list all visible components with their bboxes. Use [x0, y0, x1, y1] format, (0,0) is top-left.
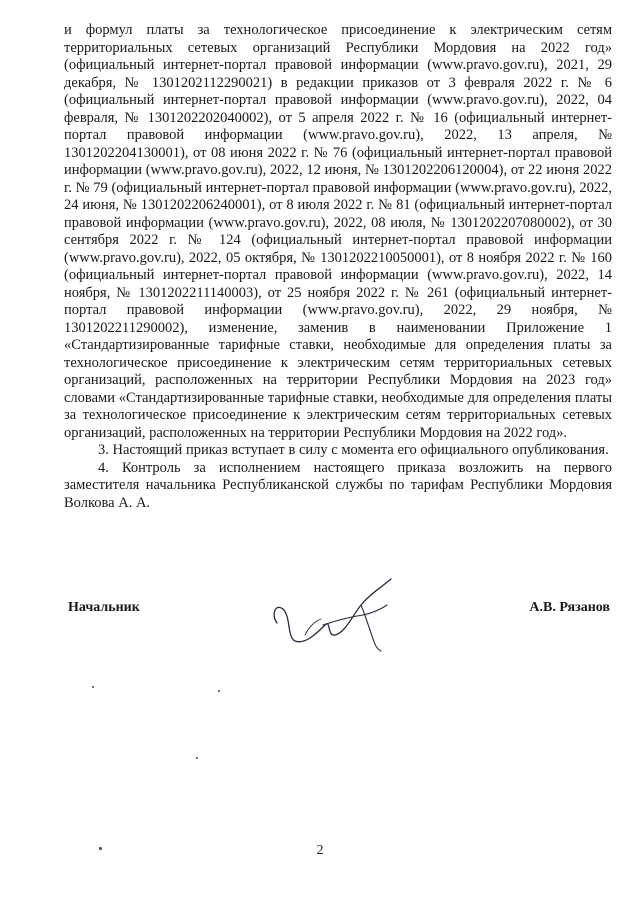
signer-position: Начальник: [68, 600, 140, 615]
handwritten-signature: [265, 575, 405, 655]
signer-name: А.В. Рязанов: [529, 600, 610, 615]
scan-speck: [218, 690, 220, 692]
page-number: 2: [316, 843, 324, 858]
paragraph-4: 4. Контроль за исполнением настоящего приказа возложить на первого заместителя начальника Республиканской службы по тарифам Республики Мордовия Волкова А. А.: [64, 459, 612, 511]
scan-speck: [92, 686, 94, 688]
paragraph-continued: и формул платы за технологическое присоединение к электрическим сетям территориальных сетевых организаций Республики Мордовия на 2022 год» (официальный интернет-портал правовой информации (www.pravo.gov.ru), 2021, 29 декабря, № 1301202112290021) в редакции приказов от 3 февраля 2022 г. № 6 (официальный интернет-портал правовой информации (www.pravo.gov.ru), 2022, 04 февраля, № 1301202202040002), от 5 апреля 2022 г. № 16 (официальный интернет-портал правовой информации (www.pravo.gov.ru), 2022, 13 апреля, № 1301202204130001), от 08 июня 2022 г. № 76 (официальный интернет-портал правовой информации (www.pravo.gov.ru), 2022, 12 июня, № 1301202206120004), от 22 июня 2022 г. № 79 (официальный интернет-портал правовой информации (www.pravo.gov.ru), 2022, 24 июня, № 1301202206240001), от 8 июля 2022 г. № 81 (официальный интернет-портал правовой информации (www.pravo.gov.ru), 2022, 08 июля, № 1301202207080002), от 30 сентября 2022 г. № 124 (официальный интернет-портал правовой информации (www.pravo.gov.ru), 2022, 05 октября, № 1301202210050001), от 8 ноября 2022 г. № 160 (официальный интернет-портал правовой информации (www.pravo.gov.ru), 2022, 14 ноября, № 1301202211140003), от 25 ноября 2022 г. № 261 (официальный интернет-портал правовой информации (www.pravo.gov.ru), 2022, 29 ноября, № 1301202211290002), изменение, заменив в наименовании Приложение 1 «Стандартизированные тарифные ставки, необходимые для определения платы за технологическое присоединение к электрическим сетям территориальных сетевых организаций, расположенных на территории Республики Мордовия на 2023 год» словами «Стандартизированные тарифные ставки, необходимые для определения платы за технологическое присоединение к электрическим сетям территориальных сетевых организаций, расположенных на территории Республики Мордовия на 2022 год».: [64, 22, 612, 441]
paragraph-3: 3. Настоящий приказ вступает в силу с момента его официального опубликования.: [98, 442, 609, 458]
scan-speck: [196, 757, 198, 759]
document-body: [64, 22, 612, 512]
